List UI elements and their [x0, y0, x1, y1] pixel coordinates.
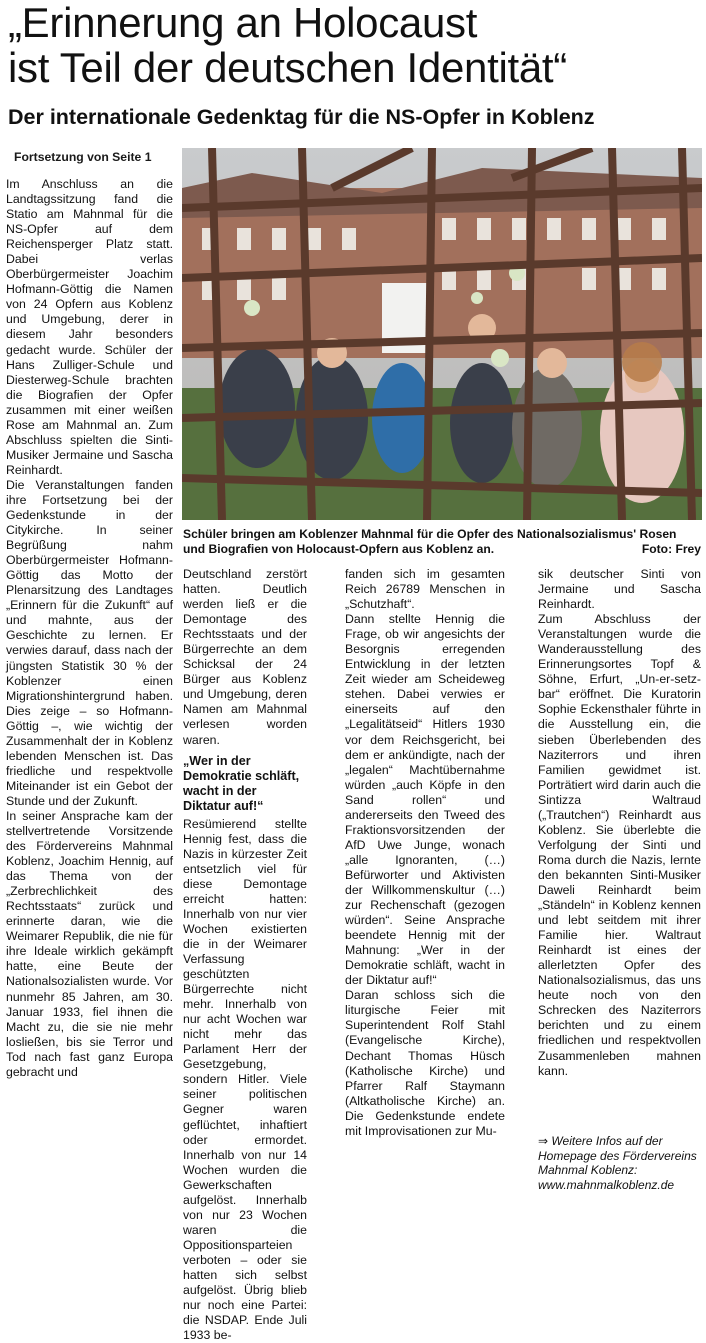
paragraph: Zum Abschluss der Veranstaltungen wurde die Wanderausstellung des Erinnerungsortes Topf & Söhne, Erfurt, „Un-er-setz-bar“ eröffnet. Die Kuratorin Sophie Eckensthaler führte in die Ausstellung ein, die sieben Überlebenden des Naziterrors und ihren Familien gewidmet ist. Porträtiert wird darin auch die Sintizza Waltraud („Trautchen“) Reinhardt aus Koblenz. Sie überlebte die Verfolgung der Sinti und Roma durch die Nazis, lernte den bekannten Sinti-Musiker Daweli Reinhardt beim „Ständeln“ in Koblenz kennen und lebt seitdem mit ihrer Familie hier. Waltraut Reinhardt ist eines der allerletzten Opfer des Nationalsozialismus, das uns heute noch von den Schrecken des Naziterrors berichten und zu einem friedlichen und respektvollen Zusammenleben mahnen kann. — [538, 612, 701, 1078]
paragraph: Im Anschluss an die Landtagssitzung fand die Statio am Mahnmal für die NS-Opfer auf dem Reichensperger Platz statt. Dabei verlas Oberbürgermeister Joachim Hofmann-Göttig die Namen von 24 Opfern aus Koblenz und Umgebung, derer in diesem Jahr besonders gedacht wurde. Schüler der Hans Zulliger-Schule und Diesterweg-Schule brachten die Biografien der Opfer zusammen mit einer weißen Rose am Mahnmal an. Zum Abschluss spielten die Sinti-Musiker Jermaine und Sascha Reinhardt. — [6, 177, 173, 477]
paragraph: In seiner Ansprache kam der stellvertretende Vorsitzende des Fördervereins Mahnmal Koblenz, Joachim Hennig, auf das Thema von der „Zerbrechlichkeit des Rechtsstaats“ zurück und erinnerte daran, wie die Weimarer Republik, die nie für ihre Ideale wirklich gekämpft hatte, eine Beute der Nationalsozialisten wurde. Vor nunmehr 85 Jahren, am 30. Januar 1933, fiel ihnen die Macht zu, die sie nie mehr losließen, bis sie Terror und Tod nach fast ganz Europa gebracht und — [6, 808, 173, 1079]
column-2 — [183, 567, 307, 1343]
headline-line-2: ist Teil der deutschen Identität“ — [8, 44, 567, 91]
subheading: „Wer in der Demokratie schläft, wacht in der Diktatur auf!“ — [183, 753, 300, 813]
photo-credit: Foto: Frey — [641, 542, 701, 556]
column-1 — [6, 177, 173, 1080]
paragraph: Die Veranstaltungen fanden ihre Fortsetzung bei der Gedenkstunde in der Citykirche. In seiner Begrüßung nahm Oberbürgermeister Hofmann-Göttig das Motto der Plenarsitzung des Landtages „Erinnern für die Zukunft“ auf und mahnte, aus der Geschichte zu lernen. Er verwies darauf, dass nach der jüngsten Statistik 30 % der Koblenzer einen Migrationshintergrund haben. Dies zeige – so Hofmann-Göttig –, wie wichtig der Zusammenhalt der in Koblenz lebenden Menschen ist. Das friedliche und respektvolle Miteinander ist ein Gebot der Stunde und der Zukunft. — [6, 477, 173, 808]
memorial-photo-image — [182, 148, 702, 520]
headline — [8, 0, 704, 90]
paragraph: Resümierend stellte Hennig fest, dass die Nazis in kürzester Zeit entsetzlich viel für diese Demontage erreicht hatten: Innerhalb von nur vier Wochen existierten die in der Weimarer Verfassung geschützten Bürgerrechte nicht mehr. Innerhalb von nur acht Wochen war nicht mehr das Parlament Herr der Gesetzgebung, sondern Hitler. Viele seiner politischen Gegner waren geflüchtet, inhaftiert oder ermordet. Innerhalb von nur 14 Wochen wurden die Gewerkschaften aufgelöst. Innerhalb von nur 23 Wochen waren die Oppositionsparteien verboten – oder sie hatten sich selbst aufgelöst. Übrig blieb nur noch eine Partei: die NSDAP. Ende Juli 1933 be- — [183, 816, 307, 1343]
info-box — [538, 1134, 703, 1192]
subheadline: Der internationale Gedenktag für die NS-Opfer in Koblenz — [8, 105, 595, 129]
caption-text: Schüler bringen am Koblenzer Mahnmal für die Opfer des Nationalsozialismus' Rosen und Biografien von Holocaust-Opfern aus Koblenz an. — [183, 527, 677, 556]
column-3 — [345, 567, 505, 1139]
column-4 — [538, 567, 701, 1079]
photo-caption — [183, 527, 701, 557]
paragraph: Deutschland zerstört hatten. Deutlich werden ließ er die Demontage des Rechtsstaats und der Bürgerrechte an dem Schicksal der 24 Bürger aus Koblenz und Umgebung, deren Namen am Mahnmal verlesen worden waren. — [183, 567, 307, 747]
headline-line-1: „Erinnerung an Holocaust — [8, 0, 478, 46]
paragraph: Dann stellte Hennig die Frage, ob wir angesichts der Besorgnis erregenden Entwicklung in der letzten Zeit wieder am Scheideweg stehen. Dabei verwies er einerseits auf den „Legalitätseid“ Hitlers 1930 vor dem Reichsgericht, bei dem er ankündigte, nach der „legalen“ Machtübernahme würden „auch Köpfe in den Sand rollen“ und andererseits den Tweed des Fraktionsvorsitzenden der AfD Uwe Junge, wonach „alle Ignoranten, (…) Befürworter und Aktivisten der Willkommenskultur (…) zur Rechenschaft (gezogen würden“. Seine Ansprache beendete Hennig mit der Mahnung: „Wer in der Demokratie schläft, wacht in der Diktatur auf!“ — [345, 612, 505, 988]
article-photo — [182, 148, 702, 520]
continued-label: Fortsetzung von Seite 1 — [14, 150, 152, 164]
info-text: Weitere Infos auf der Homepage des Fördervereins Mahnmal Koblenz: www.mahnmalkoblenz.de — [538, 1134, 697, 1192]
paragraph: fanden sich im gesamten Reich 26789 Menschen in „Schutzhaft“. — [345, 567, 505, 612]
arrow-icon: ⇒ — [538, 1134, 549, 1148]
paragraph: Daran schloss sich die liturgische Feier mit Superintendent Rolf Stahl (Evangelische Kirche), Dechant Thomas Hüsch (Katholische Kirche) und Pfarrer Ralf Staymann (Altkatholische Kirche) an. Die Gedenkstunde endete mit Improvisationen zur Mu- — [345, 988, 505, 1138]
paragraph: sik deutscher Sinti von Jermaine und Sascha Reinhardt. — [538, 567, 701, 612]
